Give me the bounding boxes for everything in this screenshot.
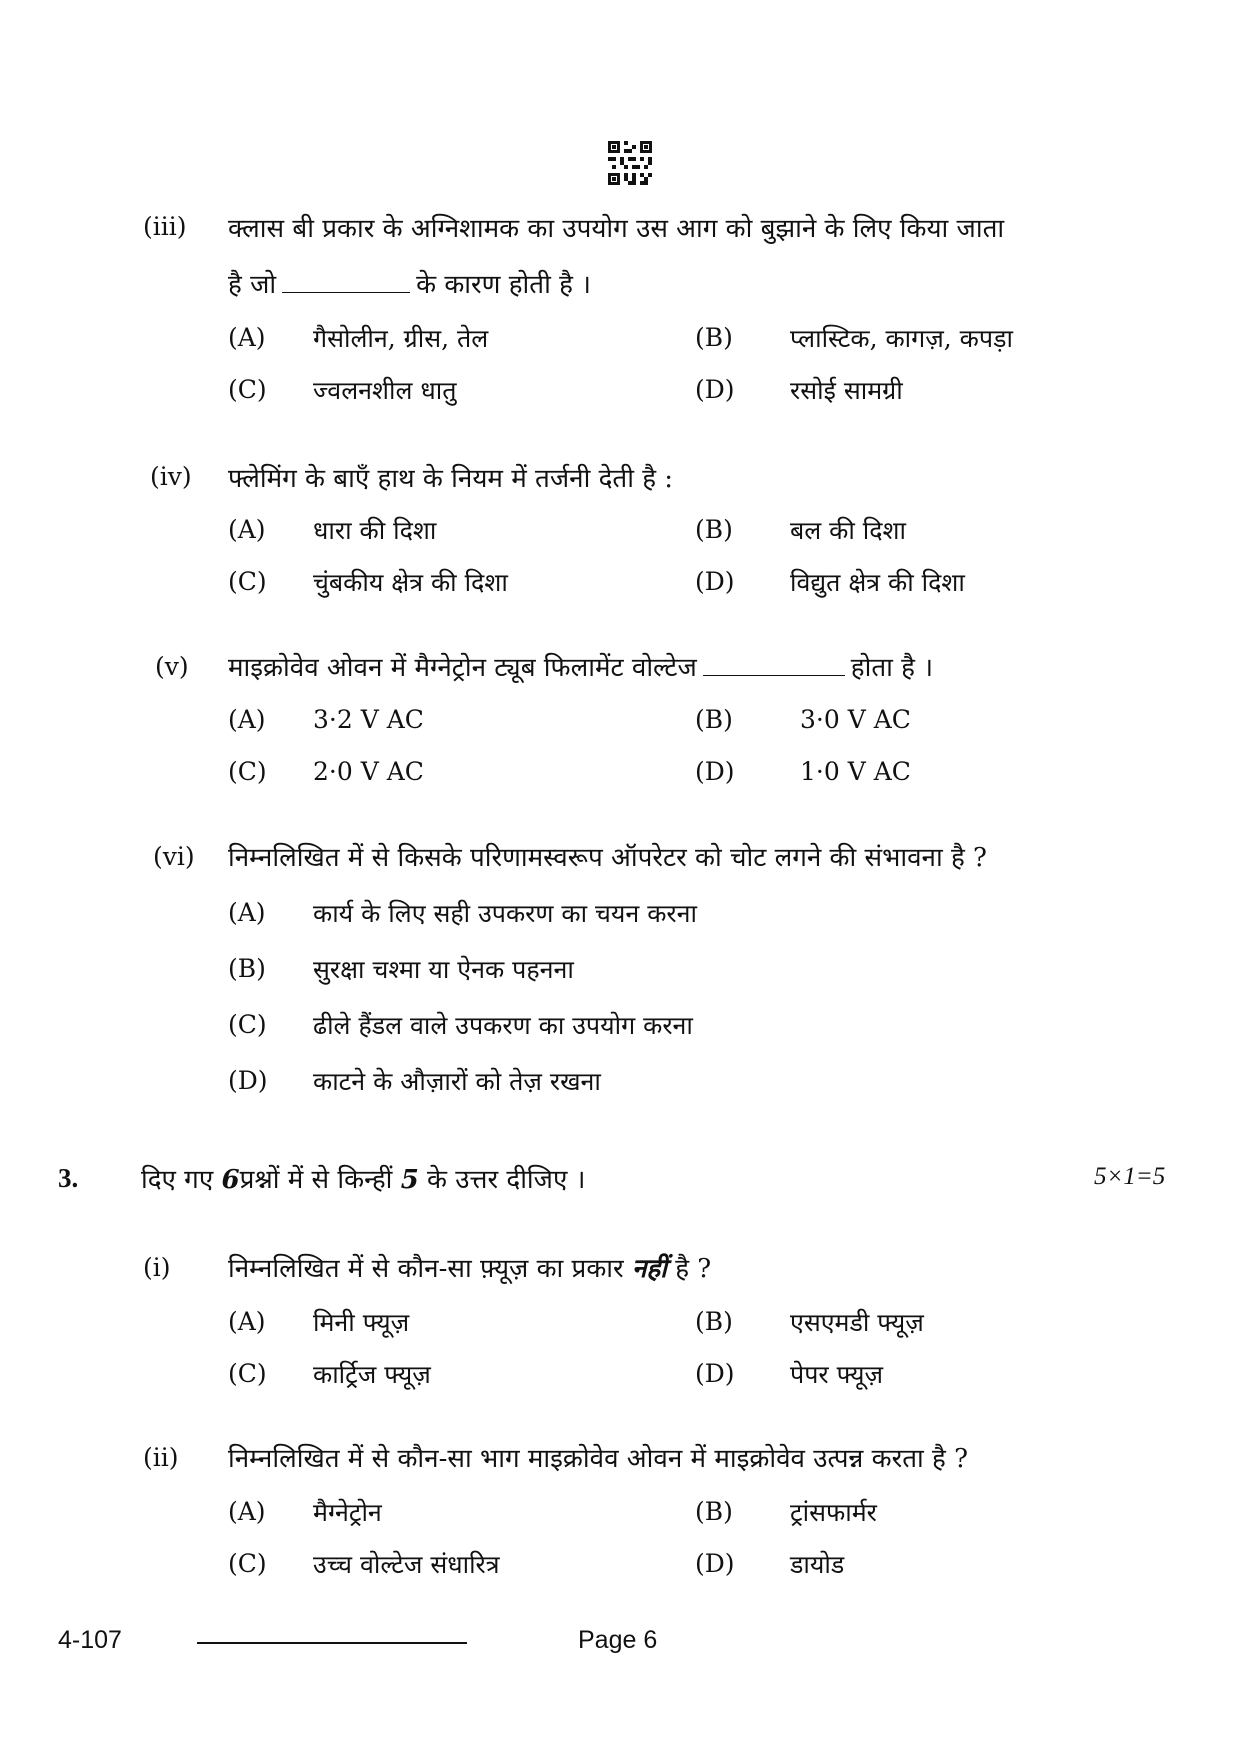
paper-code: 4-107 [58,1626,122,1654]
question-text-part: है ? [675,1254,712,1284]
option-text: सुरक्षा चश्मा या ऐनक पहनना [313,955,574,984]
section-instruction [141,1160,585,1196]
option-text: पेपर फ्यूज़ [790,1360,884,1389]
option-text: बल की दिशा [790,516,907,545]
option-label: (C) [228,1010,267,1039]
option-text: ज्वलनशील धातु [313,376,457,405]
option-text: ढीले हैंडल वाले उपकरण का उपयोग करना [313,1011,693,1040]
question-text-line2 [228,265,591,301]
fill-blank [282,291,410,293]
question-number: (iv) [150,462,192,491]
option-text: कार्य के लिए सही उपकरण का चयन करना [313,899,698,928]
option-text: मैग्नेट्रोन [313,1498,382,1527]
option-text: मिनी फ्यूज़ [313,1308,410,1337]
instruction-part: के उत्तर दीजिए । [427,1165,586,1195]
instruction-part: दिए गए [141,1165,214,1195]
option-label: (A) [228,1497,266,1526]
option-text: एसएमडी फ्यूज़ [790,1308,924,1337]
question-text: क्लास बी प्रकार के अग्निशामक का उपयोग उस आग को बुझाने के लिए किया जाता [228,214,1005,244]
question-text: निम्नलिखित में से किसके परिणामस्वरूप ऑपरेटर को चोट लगने की संभावना है ? [228,843,987,873]
option-label: (B) [228,954,266,983]
option-text: डायोड [790,1550,845,1579]
question-text-part: के कारण होती है । [416,270,592,300]
option-text: विद्युत क्षेत्र की दिशा [790,568,965,597]
footer-divider [197,1642,467,1644]
question-text [228,1249,711,1285]
option-text: गैसोलीन, ग्रीस, तेल [313,324,489,353]
option-text: प्लास्टिक, कागज़, कपड़ा [790,324,1013,353]
option-label: (A) [228,898,266,927]
option-text: कार्ट्रिज फ्यूज़ [313,1360,431,1389]
question-number: (iii) [143,212,187,241]
option-text: ट्रांसफार्मर [790,1498,877,1527]
section-number: 3. [58,1163,79,1193]
option-text: 2·0 V AC [313,757,424,786]
fill-blank [703,674,845,676]
option-label: (C) [228,1549,267,1578]
option-text: उच्च वोल्टेज संधारित्र [313,1550,500,1579]
option-label: (A) [228,515,266,544]
question-text-part: माइक्रोवेव ओवन में मैग्नेट्रोन ट्यूब फिलामेंट वोल्टेज [228,653,697,683]
option-label: (D) [695,1549,735,1578]
option-label: (B) [695,1497,733,1526]
option-text: 1·0 V AC [800,757,911,786]
option-label: (B) [695,323,733,352]
marks-allotment: 5×1=5 [1094,1163,1166,1190]
question-emphasis: नहीं [631,1254,667,1284]
question-number: (i) [143,1253,171,1282]
option-label: (A) [228,705,266,734]
option-label: (D) [695,757,735,786]
question-text-part: है जो [228,270,277,300]
question-number: (v) [155,652,189,681]
question-text-part: निम्नलिखित में से कौन-सा फ़्यूज़ का प्रकार [228,1254,624,1284]
option-text: 3·2 V AC [313,705,424,734]
question-text: फ्लेमिंग के बाएँ हाथ के नियम में तर्जनी देती है : [228,464,674,494]
qr-code-icon [608,141,652,185]
option-label: (C) [228,1359,267,1388]
question-text [228,648,933,684]
option-label: (A) [228,323,266,352]
option-label: (D) [228,1066,268,1095]
option-label: (B) [695,1307,733,1336]
option-label: (B) [695,705,733,734]
option-label: (C) [228,757,267,786]
option-text: काटने के औज़ारों को तेज़ रखना [313,1067,601,1096]
question-number: (ii) [143,1443,179,1472]
option-label: (D) [695,375,735,404]
question-text: निम्नलिखित में से कौन-सा भाग माइक्रोवेव ओवन में माइक्रोवेव उत्पन्न करता है ? [228,1444,969,1474]
question-text-part: होता है । [850,653,934,683]
option-text: धारा की दिशा [313,516,437,545]
option-label: (D) [695,567,735,596]
option-label: (C) [228,375,267,404]
instruction-number: 6 [221,1165,240,1195]
option-text: चुंबकीय क्षेत्र की दिशा [313,568,508,597]
option-text: 3·0 V AC [800,705,911,734]
instruction-number: 5 [400,1165,419,1195]
question-number: (vi) [153,842,195,871]
option-label: (B) [695,515,733,544]
option-label: (C) [228,567,267,596]
page-number: Page 6 [578,1626,658,1654]
option-label: (A) [228,1307,266,1336]
option-text: रसोई सामग्री [790,376,903,405]
option-label: (D) [695,1359,735,1388]
instruction-part: प्रश्नों में से किन्हीं [239,1165,393,1195]
